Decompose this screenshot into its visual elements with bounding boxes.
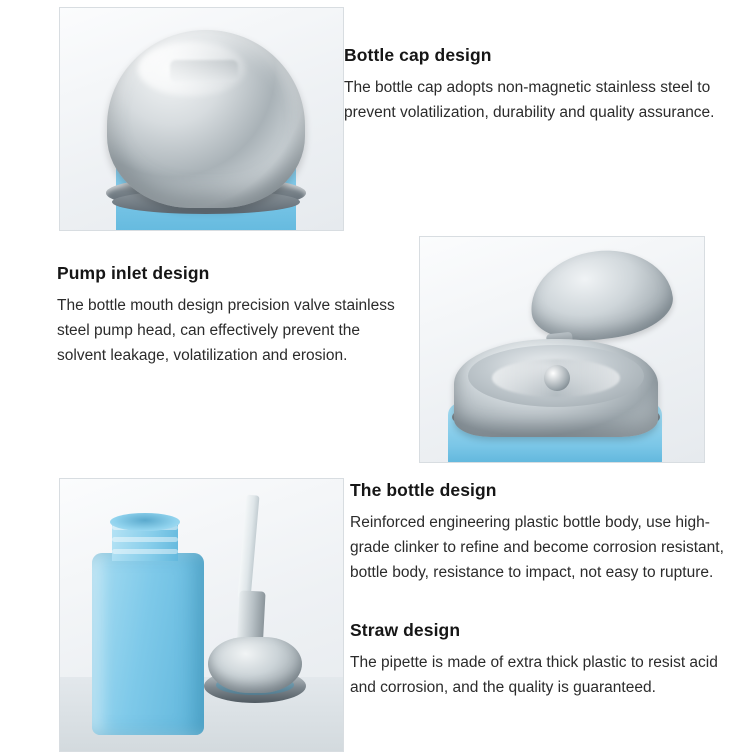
the-bottle-design-block: [350, 480, 740, 585]
bottle-mouth-shape: [110, 513, 180, 531]
bottle-cap-design-title: Bottle cap design: [344, 45, 492, 65]
bottle-assembly-photo: [59, 478, 344, 752]
bottle-thread-shape: [112, 549, 178, 554]
pump-inlet-design-title: Pump inlet design: [57, 263, 210, 283]
bottle-cap-design-body: The bottle cap adopts non-magnetic stainless steel to prevent volatilization, durability and quality assurance.: [344, 79, 715, 122]
pump-nozzle-shape: [544, 365, 570, 391]
straw-design-title: Straw design: [350, 620, 461, 640]
bottle-thread-shape: [112, 537, 178, 542]
pump-head-photo: [419, 236, 705, 463]
pump-cap-shape: [208, 637, 302, 693]
cap-highlight-shape: [138, 42, 246, 96]
bottle-cap-design-block: [344, 45, 736, 125]
straw-design-body: The pipette is made of extra thick plastic to resist acid and corrosion, and the quality is guaranteed.: [350, 654, 718, 697]
the-bottle-design-title: The bottle design: [350, 480, 497, 500]
bottle-body-shape: [92, 553, 204, 735]
the-bottle-design-body: Reinforced engineering plastic bottle body, use high-grade clinker to refine and become corrosion resistant, bottle body, resistance to impact, not easy to rupture.: [350, 514, 724, 582]
pump-inlet-design-body: The bottle mouth design precision valve stainless steel pump head, can effectively prevent the solvent leakage, volatilization and erosion.: [57, 297, 395, 365]
bottle-cap-photo: [59, 7, 344, 231]
pump-inlet-design-block: [57, 263, 409, 368]
straw-design-block: [350, 620, 740, 700]
